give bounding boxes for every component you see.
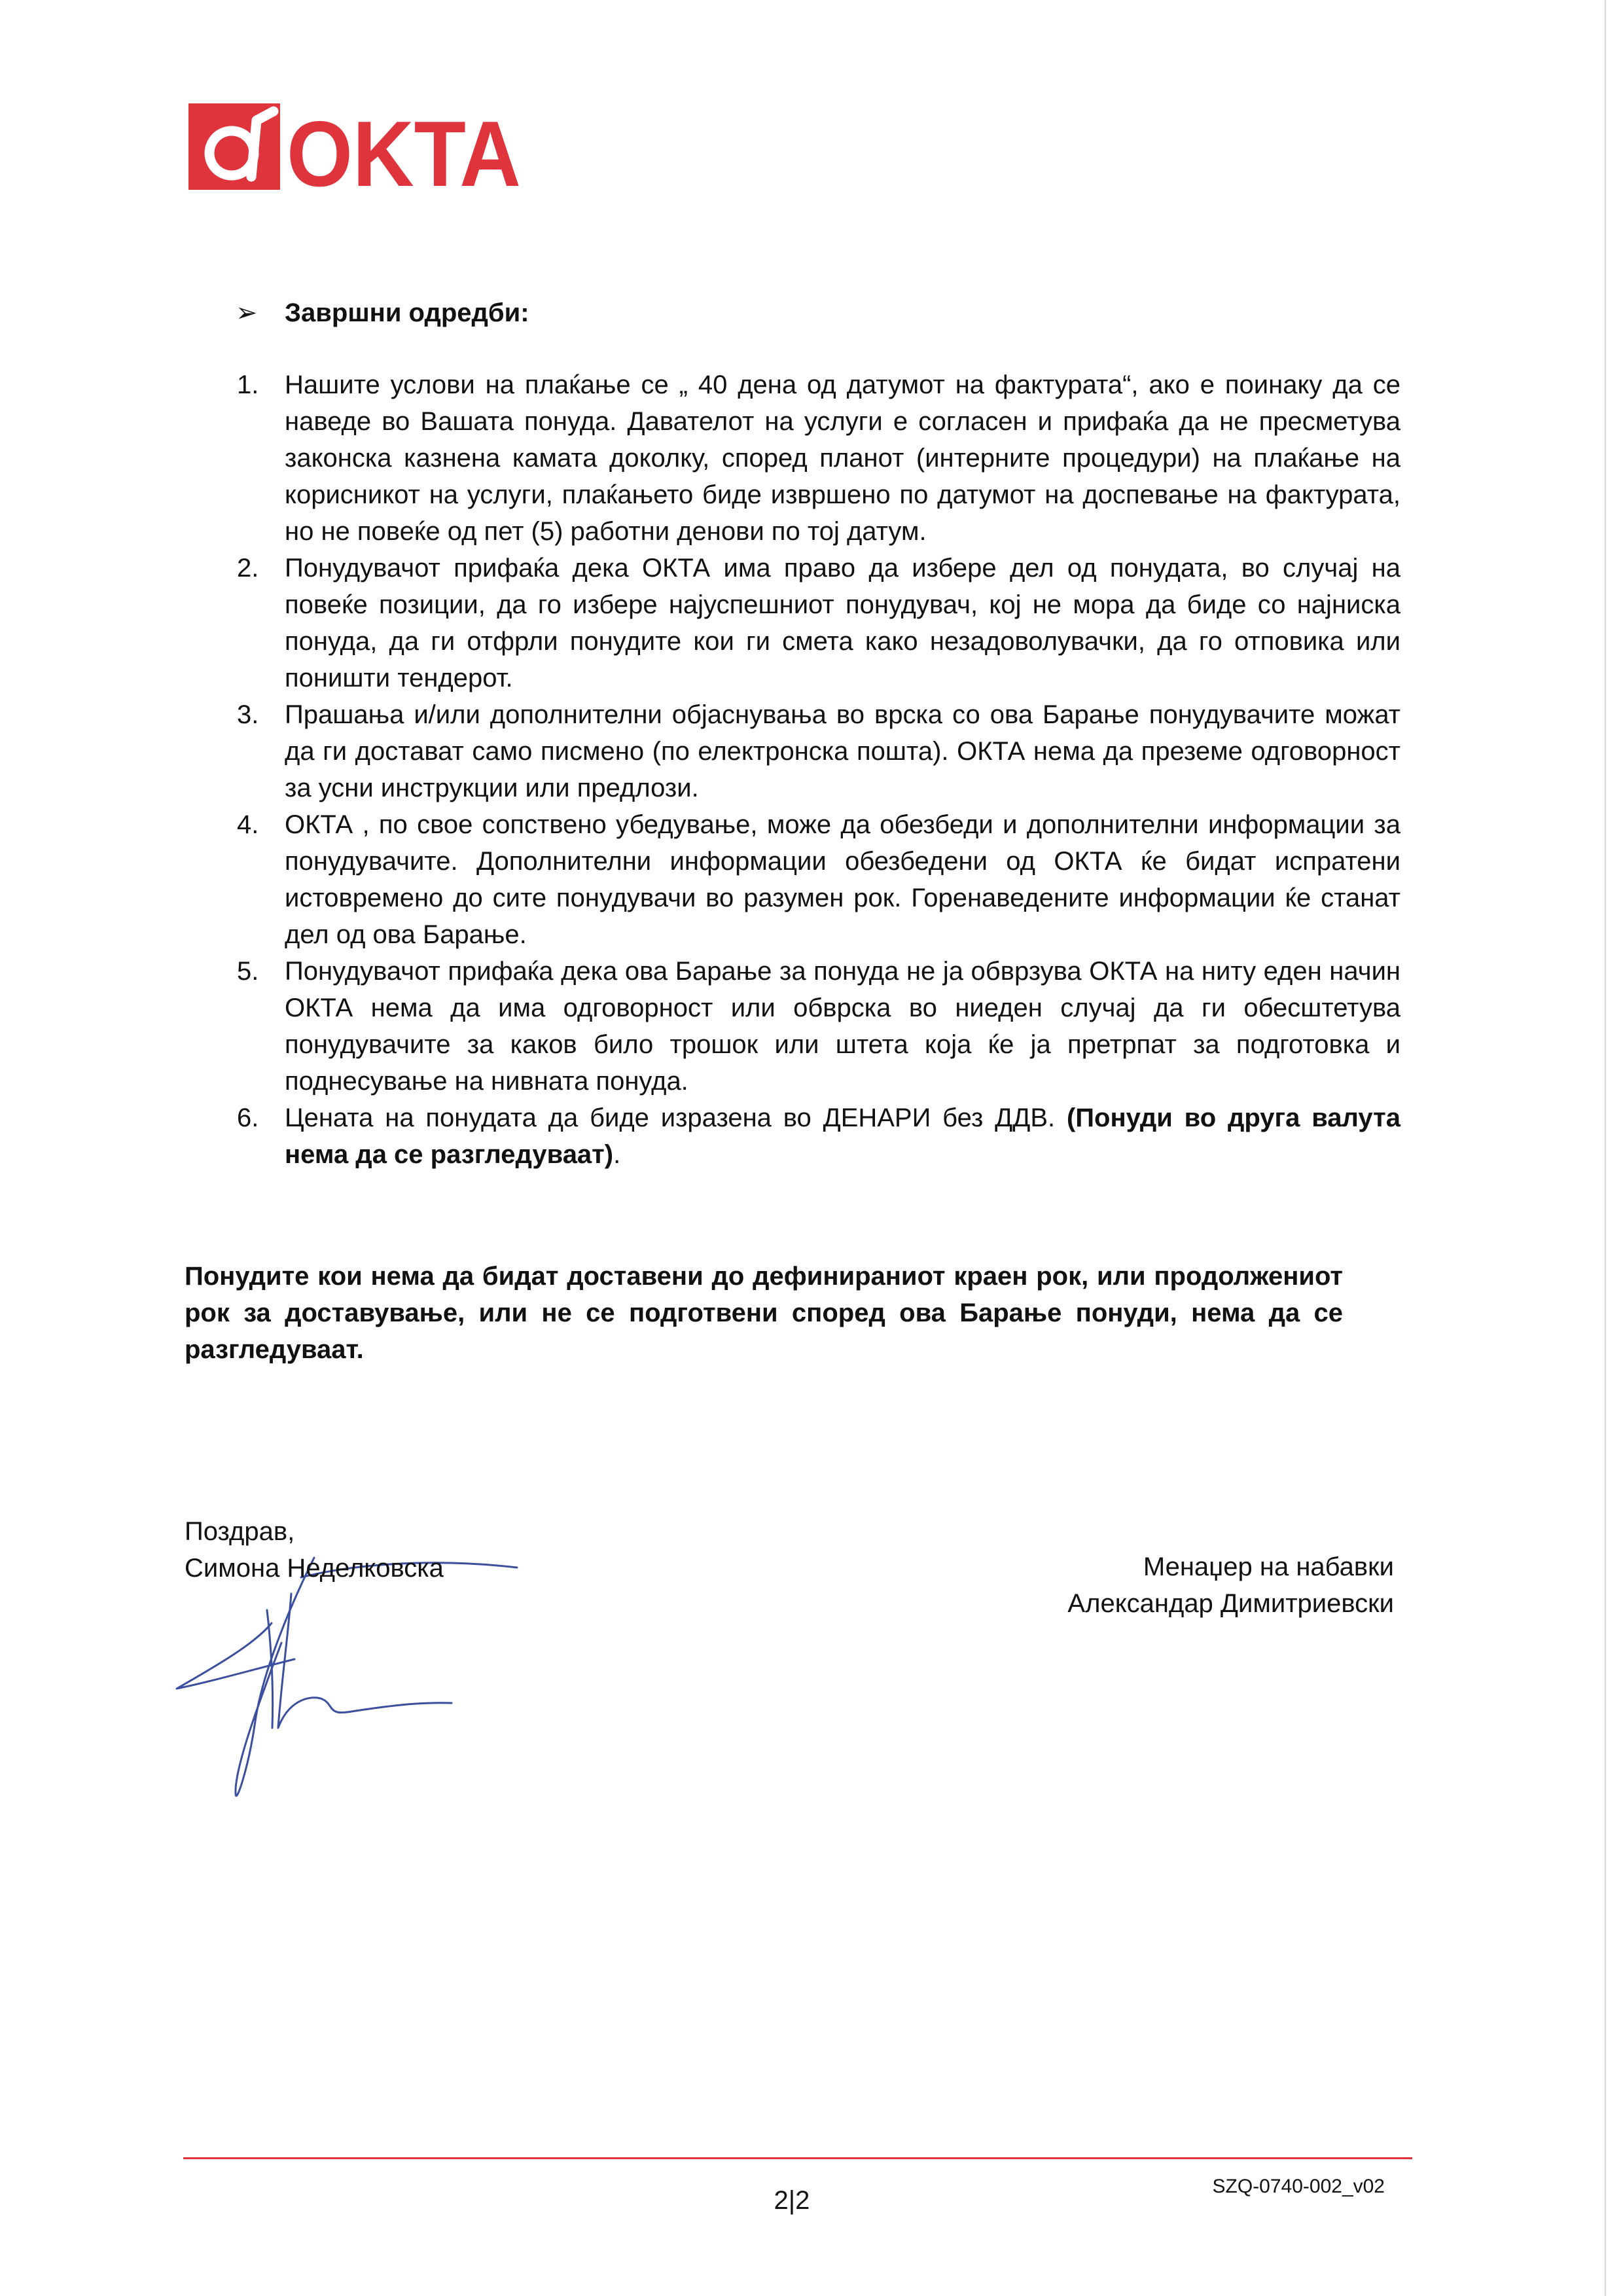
list-item — [183, 550, 1400, 696]
list-item — [183, 806, 1400, 953]
manager-name: Александар Димитриевски — [1067, 1589, 1394, 1618]
list-item — [183, 367, 1400, 550]
deadline-notice: Понудите кои нема да бидат доставени до дефинираниот краен рок, или продолжениот рок за доставување, или не се подготвени според ова Барање понуди, нема да се разгледуваат. — [185, 1262, 1343, 1364]
greeting: Поздрав, — [185, 1517, 295, 1546]
item-text: Цената на понудата да биде изразена во ДЕНАРИ без ДДВ. — [285, 1103, 1067, 1132]
item-number: 6. — [237, 1103, 259, 1132]
item-number: 2. — [237, 554, 259, 583]
page-edge-line — [1605, 0, 1606, 2296]
list-item — [183, 1100, 1400, 1173]
signer-name: Симона Неделковска — [185, 1554, 444, 1583]
section-heading — [183, 295, 1400, 331]
item-number: 4. — [237, 810, 259, 839]
section-heading-text: Завршни одредби: — [285, 298, 529, 327]
okta-logo — [188, 103, 524, 190]
item-text: Прашања и/или дополнителни објаснувања во врска со ова Барање понудувачите можат да ги достават само писмено (по електронска пошта). ОКТА нема да преземе одговорност за усни инструкции или предлози. — [285, 700, 1400, 802]
manager-title: Менаџер на набавки — [1143, 1552, 1394, 1581]
terms-list — [183, 367, 1400, 1173]
item-number: 5. — [237, 957, 259, 986]
item-text: ОКТА , по свое сопствено убедување, може да обезбеди и дополнителни информации за понудувачите. Дополнителни информации обезбедени од ОКТА ќе бидат испратени истовремено до сите понудувачи во разумен рок. Горенаведените информации ќе станат дел од ова Барање. — [285, 810, 1400, 949]
arrow-right-icon: ➢ — [236, 298, 258, 327]
signature-block-left — [185, 1513, 444, 1587]
page-number: 2|2 — [774, 2186, 810, 2215]
document-code: SZQ-0740-002_v02 — [1212, 2176, 1385, 2197]
item-tail-text: . — [613, 1140, 621, 1169]
item-number: 1. — [237, 370, 259, 399]
item-text: Понудувачот прифаќа дека ОКТА има право да избере дел од понудата, во случај на повеќе позиции, да го избере најуспешниот понудувач, кој не мора да биде со најниска понуда, да ги отфрли понудите кои ги смета како незадоволувачки, да го отповика или поништи тендерот. — [285, 554, 1400, 692]
svg-text:OKTA: OKTA — [287, 103, 521, 190]
item-bold-text: (Понуди во друга валута нема да се разгледуваат) — [285, 1103, 1400, 1169]
signature-block-right — [1047, 1549, 1394, 1622]
final-provisions-section — [183, 295, 1400, 1173]
list-item — [183, 696, 1400, 806]
item-number: 3. — [237, 700, 259, 729]
footer-divider — [183, 2157, 1412, 2159]
item-text: Понудувачот прифаќа дека ова Барање за понуда не ја обврзува ОКТА на ниту еден начин ОКТА нема да има одговорност или обврска во ниеден случај да ги обесштетува понудувачите за каков било трошок или штета која ќе ја претрпат за подготовка и поднесување на нивната понуда. — [285, 957, 1400, 1096]
item-text: Нашите услови на плаќање се „ 40 дена од датумот на фактурата“, ако е поинаку да се наведе во Вашата понуда. Давателот на услуги е согласен и прифаќа да не пресметува законска казнена камата доколку, според планот (интерните процедури) на плаќање на корисникот на услуги, плаќањето биде извршено по датумот на доспевање на фактурата, но не повеќе од пет (5) работни денови по тој датум. — [285, 370, 1400, 546]
list-item — [183, 953, 1400, 1100]
